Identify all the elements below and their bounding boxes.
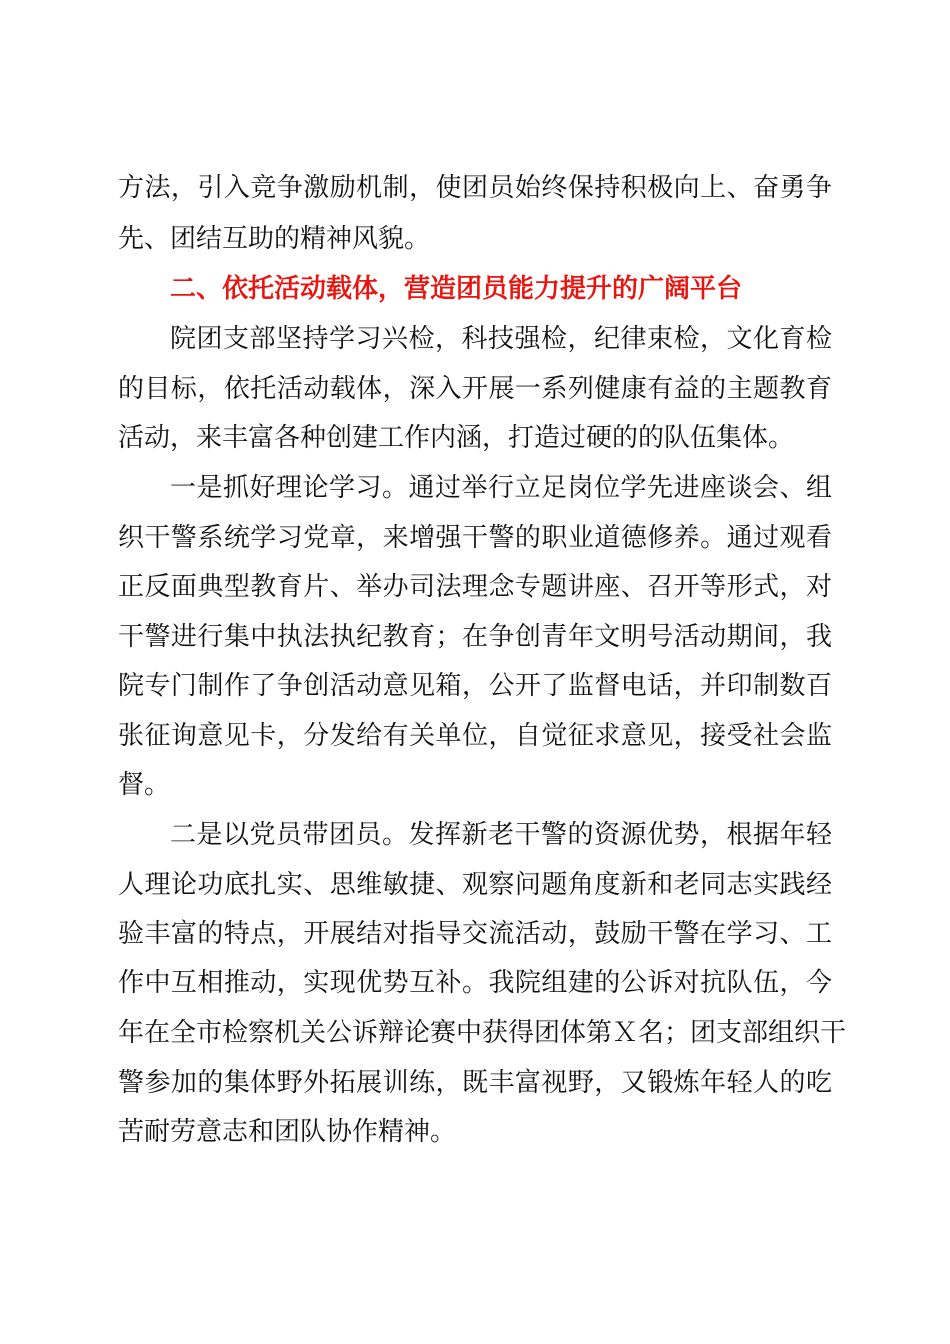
paragraph-line: 督。 xyxy=(118,770,171,800)
paragraph-line: 一是抓好理论学习。通过举行立足岗位学先进座谈会、组 xyxy=(170,473,832,503)
paragraph-line: 二是以党员带团员。发挥新老干警的资源优势，根据年轻 xyxy=(170,820,832,850)
paragraph-line: 织干警系统学习党章，来增强干警的职业道德修养。通过观看 xyxy=(118,523,832,553)
paragraph-line: 方法，引入竞争激励机制，使团员始终保持积极向上、奋勇争 xyxy=(118,173,832,203)
paragraph-line: 先、团结互助的精神风貌。 xyxy=(118,224,431,254)
paragraph-line: 活动，来丰富各种创建工作内涵，打造过硬的的队伍集体。 xyxy=(118,423,795,453)
paragraph-line: 院团支部坚持学习兴检，科技强检，纪律束检，文化育检 xyxy=(170,324,832,354)
paragraph-line: 苦耐劳意志和团队协作精神。 xyxy=(118,1117,457,1147)
paragraph-line: 作中互相推动，实现优势互补。我院组建的公诉对抗队伍，今 xyxy=(118,968,832,998)
paragraph-line: 张征询意见卡，分发给有关单位，自觉征求意见，接受社会监 xyxy=(118,721,832,751)
paragraph-line: 的目标，依托活动载体，深入开展一系列健康有益的主题教育 xyxy=(118,374,832,404)
paragraph-line: 警参加的集体野外拓展训练，既丰富视野，又锻炼年轻人的吃 xyxy=(118,1068,832,1098)
paragraph-line: 人理论功底扎实、思维敏捷、观察问题角度新和老同志实践经 xyxy=(118,870,832,900)
paragraph-line: 干警进行集中执法执纪教育；在争创青年文明号活动期间，我 xyxy=(118,622,832,652)
paragraph-line: 年在全市检察机关公诉辩论赛中获得团体第Ｘ名；团支部组织干 xyxy=(118,1018,847,1048)
paragraph-line: 验丰富的特点，开展结对指导交流活动，鼓励干警在学习、工 xyxy=(118,919,832,949)
paragraph-line: 院专门制作了争创活动意见箱，公开了监督电话，并印制数百 xyxy=(118,671,832,701)
section-heading: 二、依托活动载体，营造团员能力提升的广阔平台 xyxy=(170,274,743,304)
paragraph-line: 正反面典型教育片、举办司法理念专题讲座、召开等形式，对 xyxy=(118,572,832,602)
